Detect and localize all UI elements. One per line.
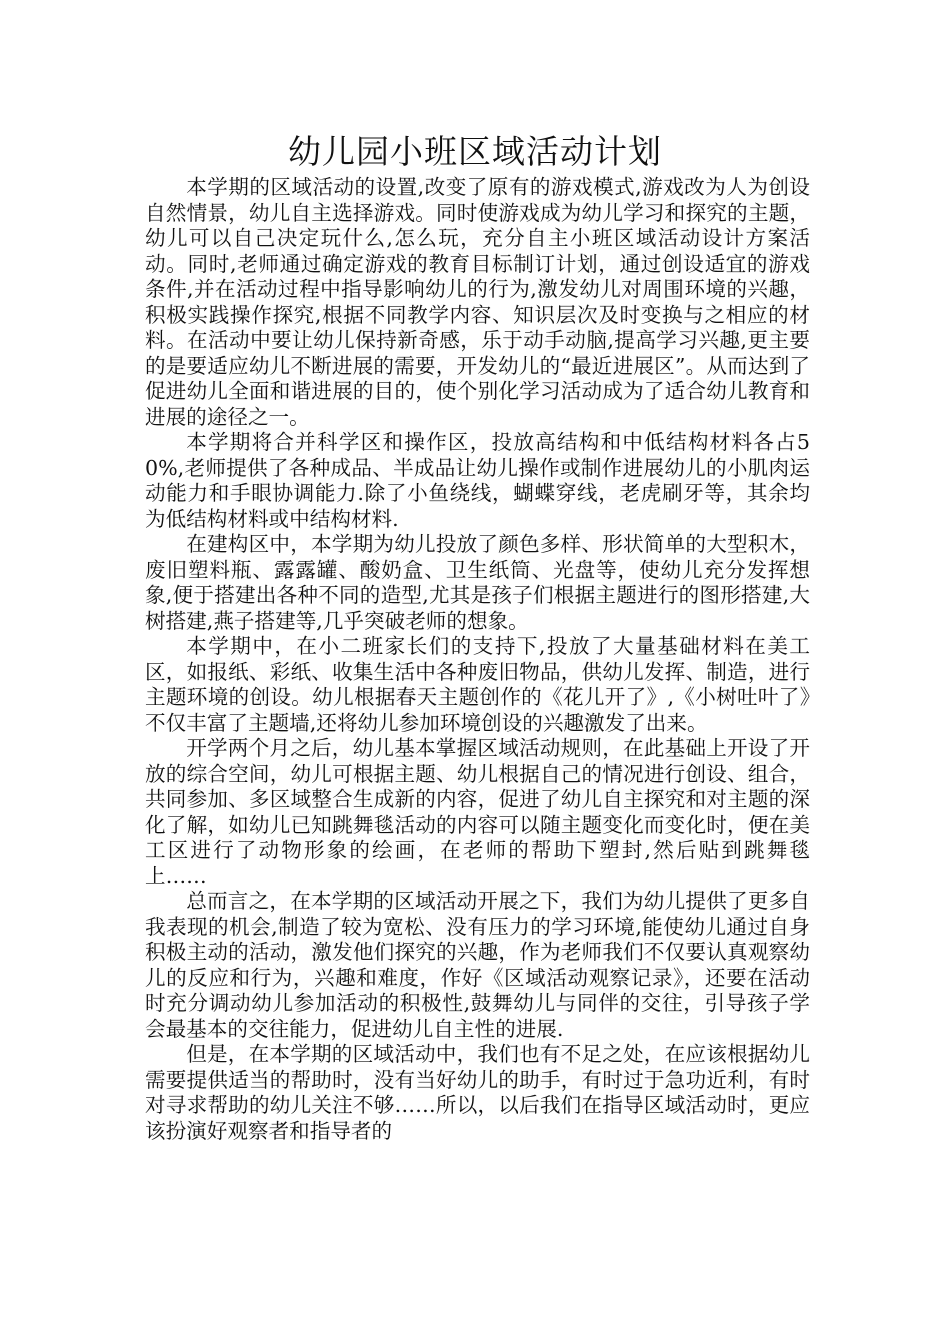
document-body <box>145 175 810 1144</box>
paragraph: 本学期中，在小二班家长们的支持下,投放了大量基础材料在美工区，如报纸、彩纸、收集生活中各种废旧物品，供幼儿发挥、制造，进行主题环境的创设。幼儿根据春天主题创作的《花儿开了》,《小树吐叶了》不仅丰富了主题墙,还将幼儿参加环境创设的兴趣激发了出来。 <box>145 634 810 735</box>
paragraph: 本学期的区域活动的设置,改变了原有的游戏模式,游戏改为人为创设自然情景，幼儿自主选择游戏。同时使游戏成为幼儿学习和探究的主题，幼儿可以自己决定玩什么,怎么玩，充分自主小班区域活动设计方案活动。同时,老师通过确定游戏的教育目标制订计划，通过创设适宜的游戏条件,并在活动过程中指导影响幼儿的行为,激发幼儿对周围环境的兴趣，积极实践操作探究,根据不同教学内容、知识层次及时变换与之相应的材料。在活动中要让幼儿保持新奇感，乐于动手动脑,提高学习兴趣,更主要的是要适应幼儿不断进展的需要，开发幼儿的“最近进展区”。从而达到了促进幼儿全面和谐进展的目的，使个别化学习活动成为了适合幼儿教育和进展的途径之一。 <box>145 175 810 429</box>
document-title: 幼儿园小班区域活动计划 <box>288 132 662 171</box>
paragraph: 在建构区中，本学期为幼儿投放了颜色多样、形状简单的大型积木，废旧塑料瓶、露露罐、酸奶盒、卫生纸筒、光盘等，使幼儿充分发挥想象,便于搭建出各种不同的造型,尤其是孩子们根据主题进行的图形搭建,大树搭建,燕子搭建等,几乎突破老师的想象。 <box>145 532 810 633</box>
paragraph: 本学期将合并科学区和操作区，投放高结构和中低结构材料各占50%,老师提供了各种成品、半成品让幼儿操作或制作进展幼儿的小肌肉运动能力和手眼协调能力.除了小鱼绕线，蝴蝶穿线，老虎刷牙等，其余均为低结构材料或中结构材料. <box>145 430 810 531</box>
paragraph: 开学两个月之后，幼儿基本掌握区域活动规则，在此基础上开设了开放的综合空间，幼儿可根据主题、幼儿根据自己的情况进行创设、组合，共同参加、多区域整合生成新的内容，促进了幼儿自主探究和对主题的深化了解，如幼儿已知跳舞毯活动的内容可以随主题变化而变化时，便在美工区进行了动物形象的绘画，在老师的帮助下塑封,然后贴到跳舞毯上…… <box>145 736 810 888</box>
paragraph: 但是，在本学期的区域活动中，我们也有不足之处，在应该根据幼儿需要提供适当的帮助时，没有当好幼儿的助手，有时过于急功近利，有时对寻求帮助的幼儿关注不够……所以，以后我们在指导区域活动时，更应该扮演好观察者和指导者的 <box>145 1042 810 1143</box>
paragraph: 总而言之，在本学期的区域活动开展之下，我们为幼儿提供了更多自我表现的机会,制造了较为宽松、没有压力的学习环境,能使幼儿通过自身积极主动的活动，激发他们探究的兴趣，作为老师我们不仅要认真观察幼儿的反应和行为，兴趣和难度，作好《区域活动观察记录》，还要在活动时充分调动幼儿参加活动的积极性,鼓舞幼儿与同伴的交往，引导孩子学会最基本的交往能力，促进幼儿自主性的进展. <box>145 889 810 1041</box>
